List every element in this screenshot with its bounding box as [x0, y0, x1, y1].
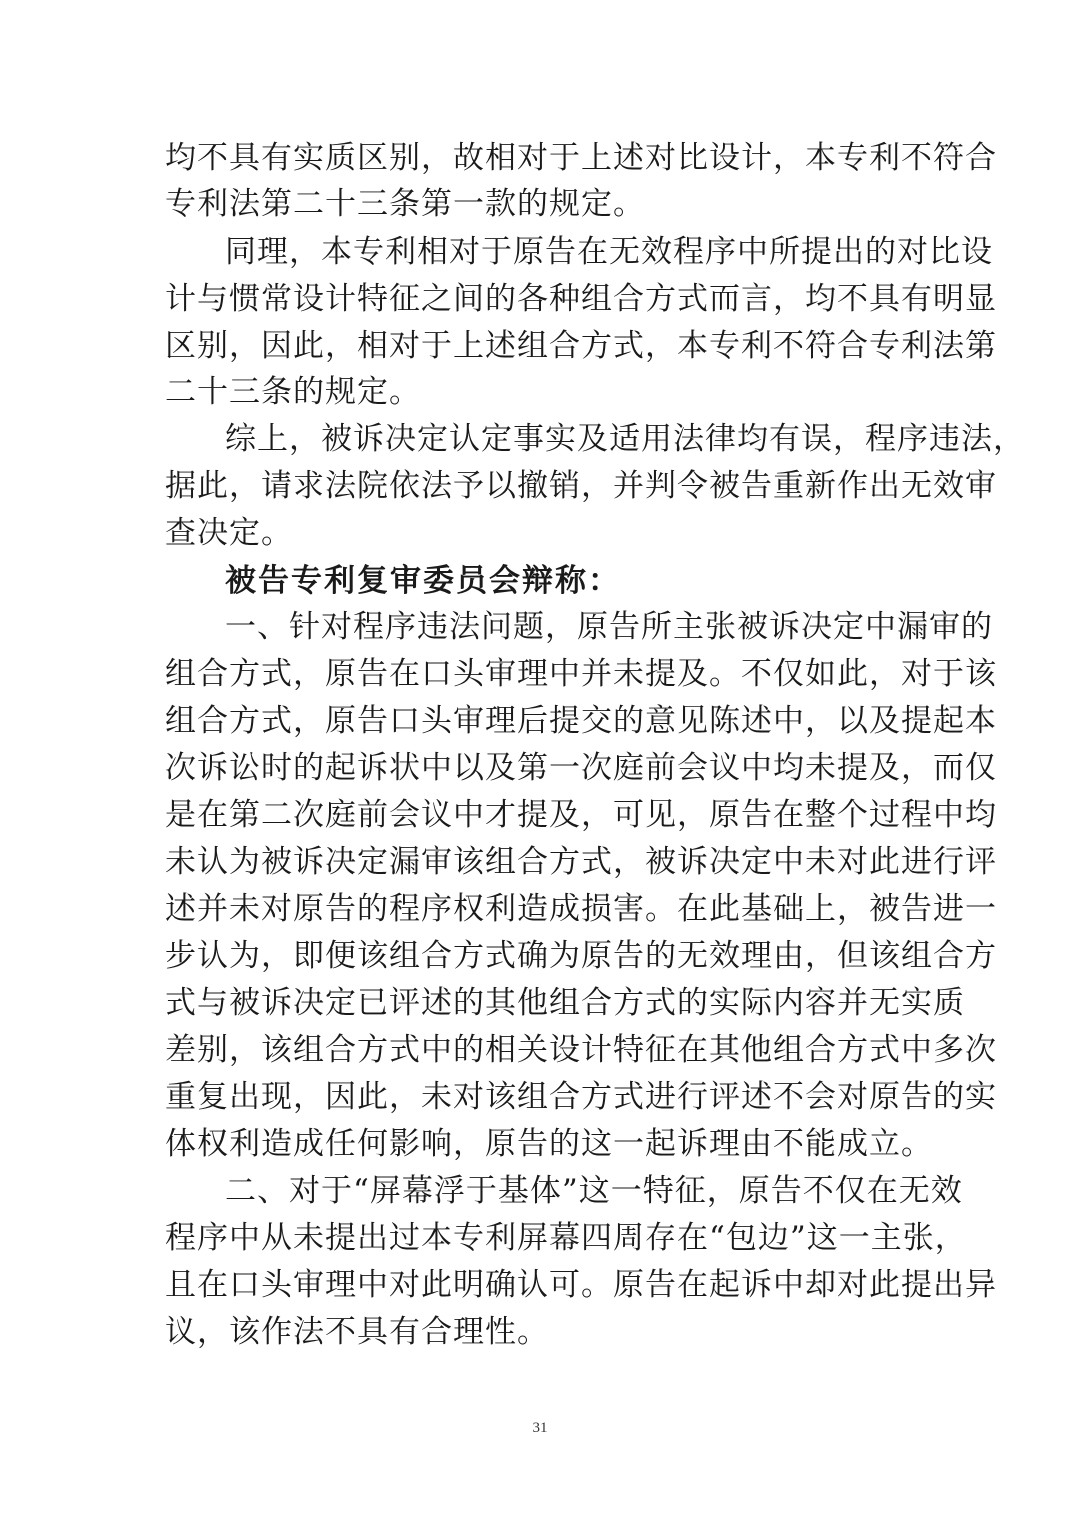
- text-line: 二、对于“屏幕浮于基体”这一特征，原告不仅在无效: [225, 1173, 963, 1209]
- page-number: 31: [532, 1420, 548, 1436]
- text-line: 步认为，即便该组合方式确为原告的无效理由，但该组合方: [165, 938, 997, 974]
- section-heading: 被告专利复审委员会辩称：: [225, 563, 621, 599]
- text-line: 计与惯常设计特征之间的各种组合方式而言，均不具有明显: [165, 281, 997, 317]
- text-line: 区别，因此，相对于上述组合方式，本专利不符合专利法第: [165, 328, 997, 364]
- text-line: 查决定。: [165, 515, 293, 551]
- text-line: 一、针对程序违法问题，原告所主张被诉决定中漏审的: [225, 609, 993, 645]
- text-line: 式与被诉决定已评述的其他组合方式的实际内容并无实质: [165, 985, 965, 1021]
- text-line: 未认为被诉决定漏审该组合方式，被诉决定中未对此进行评: [165, 844, 997, 880]
- text-line: 二十三条的规定。: [165, 374, 421, 410]
- text-line: 重复出现，因此，未对该组合方式进行评述不会对原告的实: [165, 1079, 997, 1115]
- text-line: 据此，请求法院依法予以撤销，并判令被告重新作出无效审: [165, 468, 997, 504]
- text-line: 述并未对原告的程序权利造成损害。在此基础上，被告进一: [165, 891, 997, 927]
- text-line: 体权利造成任何影响，原告的这一起诉理由不能成立。: [165, 1126, 933, 1162]
- text-line: 均不具有实质区别，故相对于上述对比设计，本专利不符合: [165, 140, 997, 176]
- text-line: 组合方式，原告在口头审理中并未提及。不仅如此，对于该: [165, 656, 997, 692]
- text-line: 是在第二次庭前会议中才提及，可见，原告在整个过程中均: [165, 797, 997, 833]
- text-line: 议，该作法不具有合理性。: [165, 1314, 549, 1350]
- text-line: 差别，该组合方式中的相关设计特征在其他组合方式中多次: [165, 1032, 997, 1068]
- text-line: 且在口头审理中对此明确认可。原告在起诉中却对此提出异: [165, 1267, 997, 1303]
- text-line: 综上，被诉决定认定事实及适用法律均有误，程序违法，: [225, 421, 1025, 457]
- text-line: 专利法第二十三条第一款的规定。: [165, 186, 645, 222]
- text-line: 次诉讼时的起诉状中以及第一次庭前会议中均未提及，而仅: [165, 750, 997, 786]
- text-line: 同理，本专利相对于原告在无效程序中所提出的对比设: [225, 234, 993, 270]
- text-line: 程序中从未提出过本专利屏幕四周存在“包边”这一主张，: [165, 1220, 967, 1256]
- text-line: 组合方式，原告口头审理后提交的意见陈述中，以及提起本: [165, 703, 997, 739]
